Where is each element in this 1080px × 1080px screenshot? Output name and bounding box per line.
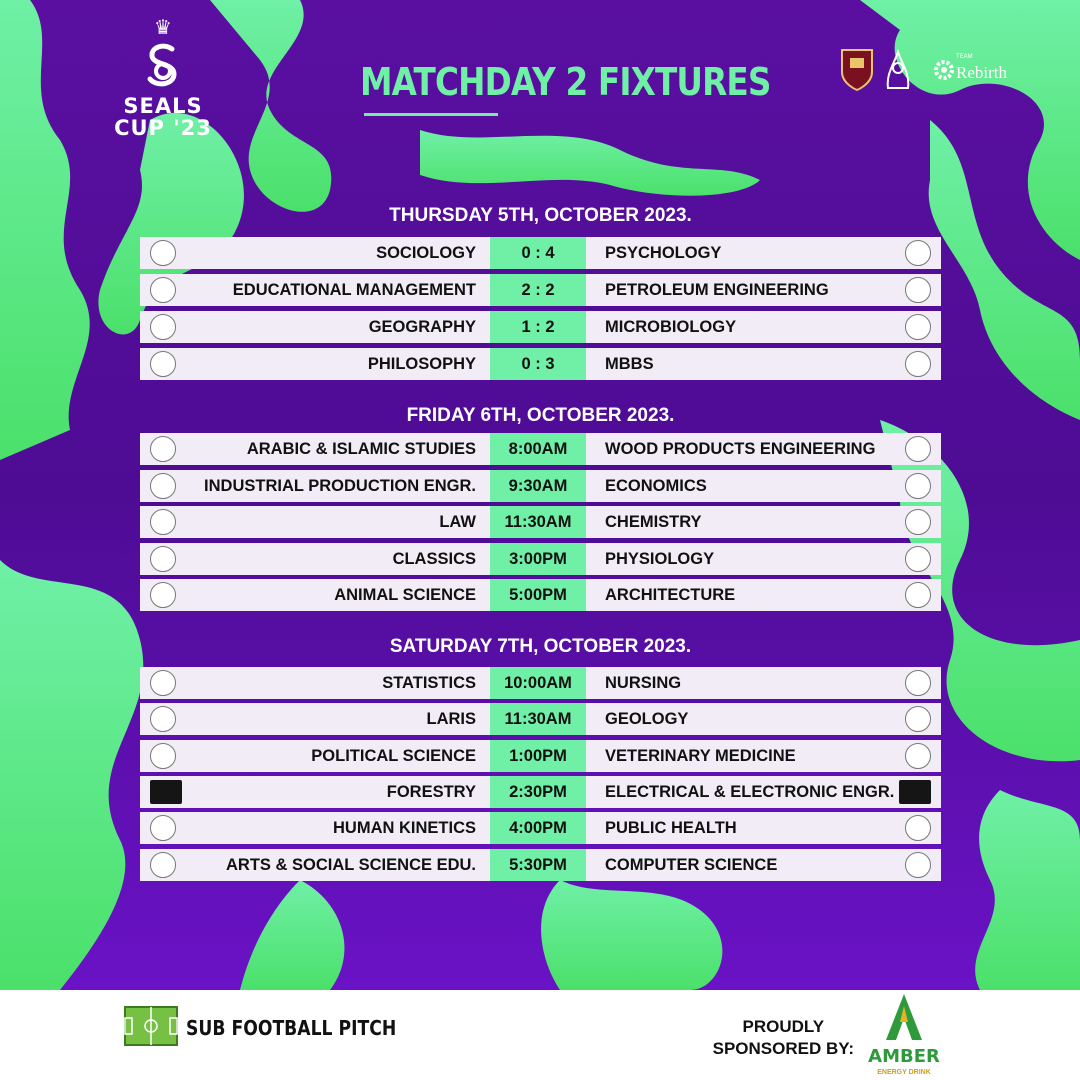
home-team: STATISTICS (382, 674, 476, 692)
home-team: HUMAN KINETICS (333, 819, 476, 837)
home-team: FORESTRY (386, 783, 476, 801)
home-team: ARTS & SOCIAL SCIENCE EDU. (226, 856, 476, 874)
home-team-crest-icon (150, 509, 176, 535)
sponsor-brand: AMBER (868, 1046, 940, 1067)
fixture-row (140, 348, 941, 380)
day-heading: FRIDAY 6TH, OCTOBER 2023. (406, 405, 675, 426)
score-or-time: 0 : 4 (490, 237, 586, 269)
partner-tag: TEAM (956, 54, 973, 60)
page-title: MATCHDAY 2 FIXTURES (360, 60, 771, 104)
away-team-crest-icon (905, 473, 931, 499)
away-team-crest-icon (905, 277, 931, 303)
score-or-time: 11:30AM (490, 703, 586, 735)
day-heading: SATURDAY 7TH, OCTOBER 2023. (389, 636, 692, 657)
home-team: LAW (439, 513, 476, 531)
away-team: NURSING (605, 674, 682, 692)
score-or-time: 1 : 2 (490, 311, 586, 343)
away-team-crest-icon (905, 351, 931, 377)
seals-cup-logo (108, 18, 218, 158)
football-pitch-icon (124, 1006, 178, 1046)
away-team-crest-icon (899, 780, 931, 804)
away-team: PHYSIOLOGY (605, 550, 715, 568)
home-team-crest-icon (150, 473, 176, 499)
away-team-crest-icon (905, 852, 931, 878)
home-team: GEOGRAPHY (368, 318, 476, 336)
home-team: EDUCATIONAL MANAGEMENT (232, 281, 476, 299)
home-team: ANIMAL SCIENCE (334, 586, 476, 604)
fixture-row (140, 667, 941, 699)
score-or-time: 9:30AM (490, 470, 586, 502)
home-team-crest-icon (150, 743, 176, 769)
score-or-time: 2 : 2 (490, 274, 586, 306)
away-team: PUBLIC HEALTH (605, 819, 737, 837)
away-team-crest-icon (905, 743, 931, 769)
sponsor-tagline: ENERGY DRINK (877, 1069, 931, 1076)
sponsor-line-2: SPONSORED BY: (712, 1039, 854, 1058)
fixture-row (140, 506, 941, 538)
university-crest-icon (842, 50, 872, 90)
away-team: GEOLOGY (605, 710, 689, 728)
score-or-time: 0 : 3 (490, 348, 586, 380)
score-or-time: 11:30AM (490, 506, 586, 538)
away-team-crest-icon (905, 240, 931, 266)
home-team-crest-icon (150, 706, 176, 732)
logo-line-1: SEALS (123, 94, 203, 118)
home-team-crest-icon (150, 582, 176, 608)
score-or-time: 10:00AM (490, 667, 586, 699)
home-team-crest-icon (150, 815, 176, 841)
partner-logos (838, 44, 1018, 94)
away-team: ARCHITECTURE (605, 586, 736, 604)
fixture-row (140, 579, 941, 611)
away-team: COMPUTER SCIENCE (605, 856, 778, 874)
home-team: LARIS (426, 710, 476, 728)
home-team: ARABIC & ISLAMIC STUDIES (246, 440, 476, 458)
away-team: VETERINARY MEDICINE (605, 747, 796, 765)
away-team-crest-icon (905, 582, 931, 608)
fixture-row (140, 812, 941, 844)
partner-text: Rebirth (956, 63, 1007, 82)
footer-bar (0, 990, 1080, 1080)
away-team: MBBS (605, 355, 654, 373)
home-team: POLITICAL SCIENCE (311, 747, 476, 765)
seals-s-mark-icon (138, 40, 188, 90)
away-team: PSYCHOLOGY (605, 244, 722, 262)
crown-icon: ♛ (154, 17, 172, 39)
home-team-crest-icon (150, 277, 176, 303)
fixture-row (140, 274, 941, 306)
home-team-crest-icon (150, 240, 176, 266)
sponsor-line-1: PROUDLY (742, 1017, 825, 1036)
fixture-row (140, 849, 941, 881)
fixture-row (140, 543, 941, 575)
title-underline (364, 113, 498, 116)
home-team-crest-icon (150, 780, 182, 804)
score-or-time: 1:00PM (490, 740, 586, 772)
score-or-time: 4:00PM (490, 812, 586, 844)
home-team-crest-icon (150, 670, 176, 696)
logo-line-2: CUP '23 (114, 116, 212, 140)
fixture-row (140, 237, 941, 269)
home-team-crest-icon (150, 852, 176, 878)
away-team-crest-icon (905, 670, 931, 696)
fixture-row (140, 433, 941, 465)
home-team-crest-icon (150, 546, 176, 572)
away-team-crest-icon (905, 436, 931, 462)
score-or-time: 5:30PM (490, 849, 586, 881)
home-team-crest-icon (150, 314, 176, 340)
gear-icon (936, 62, 952, 78)
home-team-crest-icon (150, 436, 176, 462)
fixture-row (140, 470, 941, 502)
score-or-time: 8:00AM (490, 433, 586, 465)
away-team-crest-icon (905, 314, 931, 340)
fixture-row (140, 776, 941, 808)
sponsor-label (713, 1016, 854, 1060)
venue-label: SUB FOOTBALL PITCH (186, 1016, 397, 1040)
away-team: PETROLEUM ENGINEERING (605, 281, 829, 299)
away-team: WOOD PRODUCTS ENGINEERING (605, 440, 876, 458)
away-team: CHEMISTRY (605, 513, 702, 531)
amber-energy-drink-logo (862, 992, 946, 1078)
score-or-time: 3:00PM (490, 543, 586, 575)
home-team: CLASSICS (392, 550, 476, 568)
fixture-row (140, 740, 941, 772)
away-team: ECONOMICS (605, 477, 707, 495)
fixture-row (140, 311, 941, 343)
home-team-crest-icon (150, 351, 176, 377)
away-team: ELECTRICAL & ELECTRONIC ENGR. (605, 783, 895, 801)
away-team-crest-icon (905, 815, 931, 841)
home-team: INDUSTRIAL PRODUCTION ENGR. (204, 477, 476, 495)
home-team: PHILOSOPHY (367, 355, 476, 373)
score-or-time: 5:00PM (490, 579, 586, 611)
away-team: MICROBIOLOGY (605, 318, 737, 336)
day-heading: THURSDAY 5TH, OCTOBER 2023. (389, 205, 692, 226)
score-or-time: 2:30PM (490, 776, 586, 808)
away-team-crest-icon (905, 509, 931, 535)
society-emblem-icon (888, 52, 909, 88)
home-team: SOCIOLOGY (376, 244, 476, 262)
away-team-crest-icon (905, 706, 931, 732)
away-team-crest-icon (905, 546, 931, 572)
fixture-row (140, 703, 941, 735)
